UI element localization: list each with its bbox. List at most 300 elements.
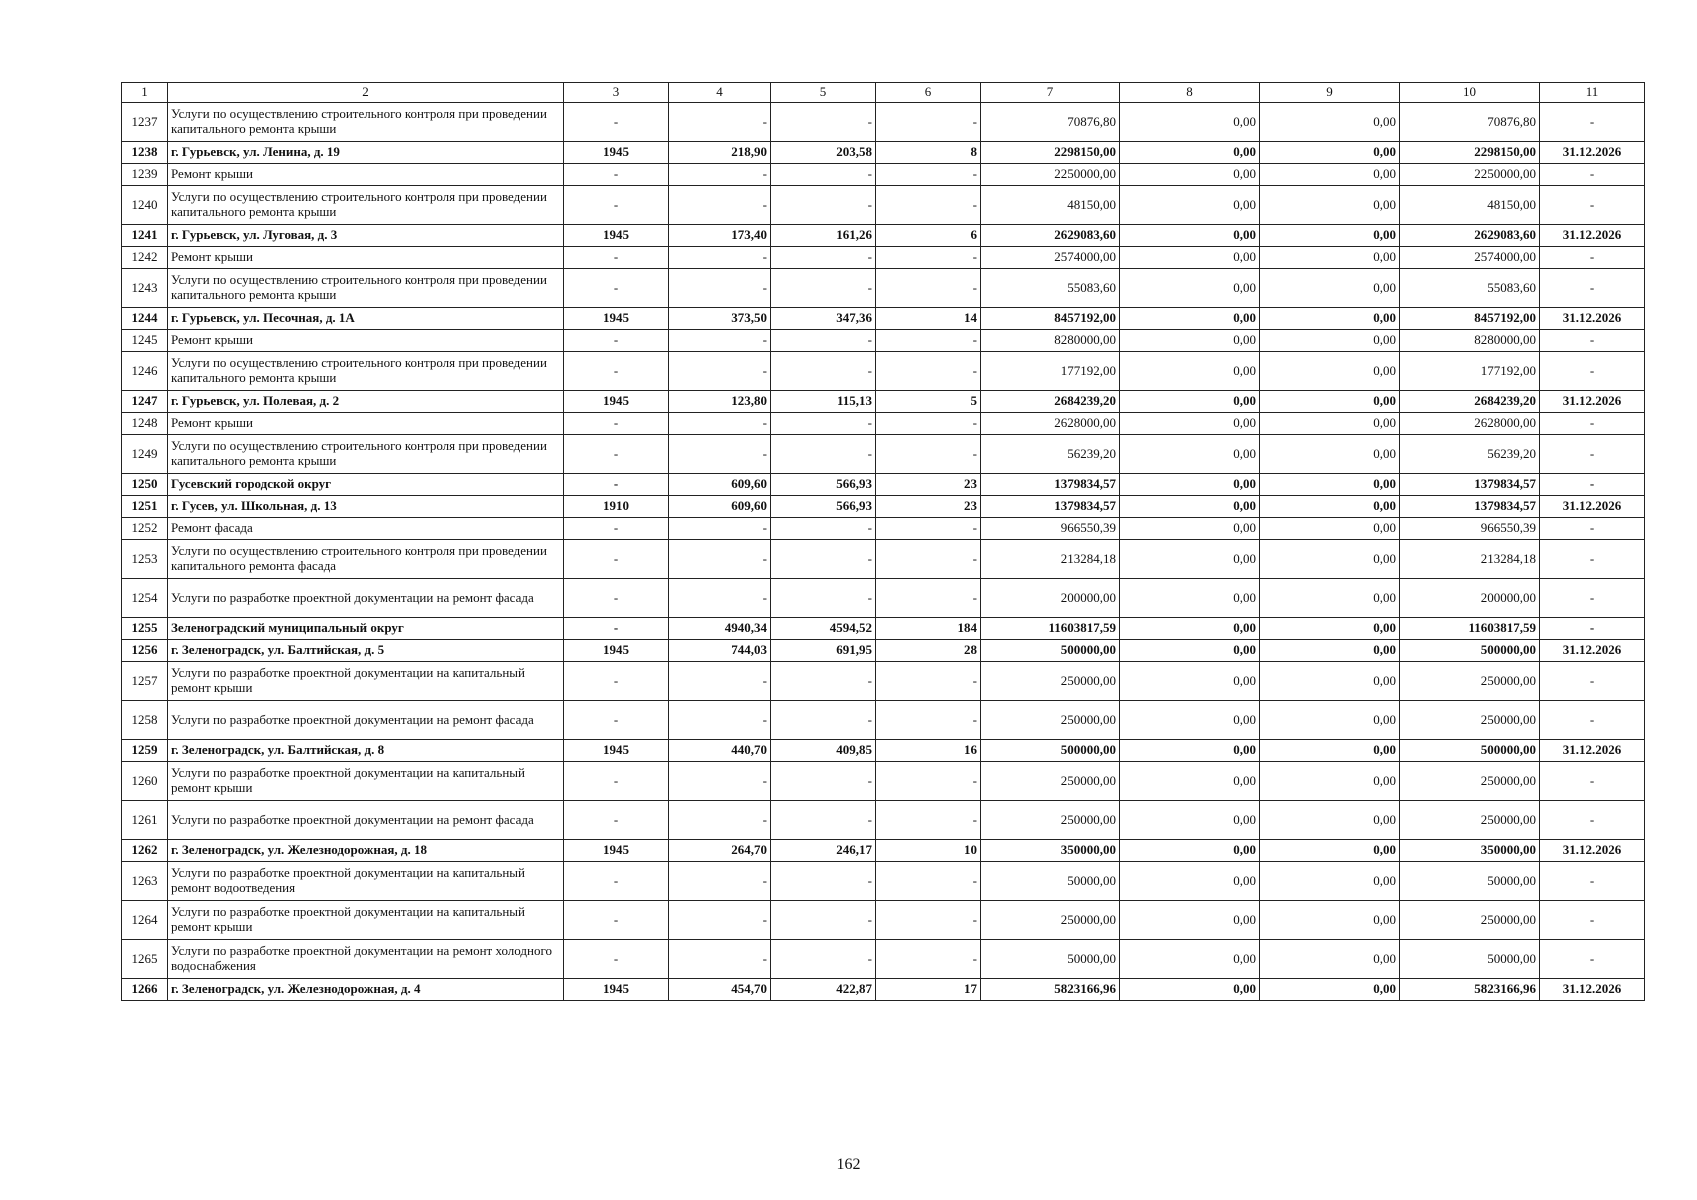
- row-federal-funds: 0,00: [1120, 496, 1260, 518]
- row-area-total: -: [669, 801, 771, 840]
- row-owner-funds: 350000,00: [1400, 840, 1540, 862]
- row-area-living: -: [771, 762, 876, 801]
- row-residents: 10: [876, 840, 981, 862]
- row-total-cost: 250000,00: [981, 762, 1120, 801]
- row-regional-funds: 0,00: [1260, 352, 1400, 391]
- row-area-total: 373,50: [669, 308, 771, 330]
- table-row: [122, 308, 1645, 330]
- table-row: [122, 330, 1645, 352]
- row-area-living: -: [771, 940, 876, 979]
- column-header: 2: [168, 83, 564, 103]
- row-residents: -: [876, 540, 981, 579]
- row-owner-funds: 200000,00: [1400, 579, 1540, 618]
- row-residents: 23: [876, 474, 981, 496]
- row-area-total: 264,70: [669, 840, 771, 862]
- row-name: г. Зеленоградск, ул. Балтийская, д. 8: [168, 740, 564, 762]
- row-number: 1264: [122, 901, 168, 940]
- row-deadline: 31.12.2026: [1540, 308, 1645, 330]
- row-area-living: -: [771, 435, 876, 474]
- row-number: 1243: [122, 269, 168, 308]
- row-owner-funds: 966550,39: [1400, 518, 1540, 540]
- row-number: 1238: [122, 142, 168, 164]
- row-total-cost: 5823166,96: [981, 979, 1120, 1001]
- row-deadline: -: [1540, 540, 1645, 579]
- row-area-living: -: [771, 103, 876, 142]
- row-number: 1241: [122, 225, 168, 247]
- row-name: Услуги по разработке проектной документации на капитальный ремонт водоотведения: [168, 862, 564, 901]
- row-area-living: 422,87: [771, 979, 876, 1001]
- row-owner-funds: 250000,00: [1400, 662, 1540, 701]
- row-number: 1250: [122, 474, 168, 496]
- column-header: 10: [1400, 83, 1540, 103]
- row-owner-funds: 2628000,00: [1400, 413, 1540, 435]
- column-header: 4: [669, 83, 771, 103]
- row-deadline: -: [1540, 186, 1645, 225]
- column-header: 7: [981, 83, 1120, 103]
- row-total-cost: 500000,00: [981, 740, 1120, 762]
- row-owner-funds: 8280000,00: [1400, 330, 1540, 352]
- table-row: [122, 701, 1645, 740]
- row-federal-funds: 0,00: [1120, 740, 1260, 762]
- row-deadline: -: [1540, 862, 1645, 901]
- row-deadline: 31.12.2026: [1540, 142, 1645, 164]
- row-area-total: -: [669, 762, 771, 801]
- row-number: 1259: [122, 740, 168, 762]
- row-year: 1945: [564, 740, 669, 762]
- row-area-living: 4594,52: [771, 618, 876, 640]
- row-area-total: -: [669, 901, 771, 940]
- table-row: [122, 801, 1645, 840]
- row-deadline: -: [1540, 474, 1645, 496]
- row-year: -: [564, 352, 669, 391]
- row-total-cost: 2574000,00: [981, 247, 1120, 269]
- row-residents: 28: [876, 640, 981, 662]
- row-name: Услуги по разработке проектной документации на ремонт фасада: [168, 801, 564, 840]
- row-area-living: -: [771, 330, 876, 352]
- row-number: 1247: [122, 391, 168, 413]
- row-deadline: -: [1540, 330, 1645, 352]
- row-residents: -: [876, 435, 981, 474]
- row-deadline: -: [1540, 762, 1645, 801]
- row-regional-funds: 0,00: [1260, 801, 1400, 840]
- row-number: 1266: [122, 979, 168, 1001]
- row-total-cost: 56239,20: [981, 435, 1120, 474]
- row-total-cost: 8280000,00: [981, 330, 1120, 352]
- row-name: г. Гурьевск, ул. Ленина, д. 19: [168, 142, 564, 164]
- row-deadline: -: [1540, 352, 1645, 391]
- row-name: Услуги по осуществлению строительного контроля при проведении капитального ремонта крыши: [168, 103, 564, 142]
- row-number: 1255: [122, 618, 168, 640]
- row-area-total: 609,60: [669, 474, 771, 496]
- row-deadline: 31.12.2026: [1540, 391, 1645, 413]
- row-year: -: [564, 862, 669, 901]
- row-deadline: -: [1540, 164, 1645, 186]
- column-header: 11: [1540, 83, 1645, 103]
- row-area-living: -: [771, 352, 876, 391]
- table-row: [122, 391, 1645, 413]
- row-name: г. Гусев, ул. Школьная, д. 13: [168, 496, 564, 518]
- row-federal-funds: 0,00: [1120, 247, 1260, 269]
- row-regional-funds: 0,00: [1260, 740, 1400, 762]
- row-owner-funds: 250000,00: [1400, 701, 1540, 740]
- table-row: [122, 103, 1645, 142]
- row-area-living: -: [771, 662, 876, 701]
- column-header: 8: [1120, 83, 1260, 103]
- row-area-total: -: [669, 540, 771, 579]
- row-number: 1240: [122, 186, 168, 225]
- row-total-cost: 500000,00: [981, 640, 1120, 662]
- row-name: Услуги по осуществлению строительного контроля при проведении капитального ремонта крыши: [168, 435, 564, 474]
- row-federal-funds: 0,00: [1120, 618, 1260, 640]
- row-federal-funds: 0,00: [1120, 103, 1260, 142]
- row-area-total: -: [669, 940, 771, 979]
- row-name: г. Гурьевск, ул. Песочная, д. 1А: [168, 308, 564, 330]
- row-federal-funds: 0,00: [1120, 352, 1260, 391]
- row-residents: -: [876, 103, 981, 142]
- row-regional-funds: 0,00: [1260, 540, 1400, 579]
- row-year: -: [564, 186, 669, 225]
- row-name: Зеленоградский муниципальный округ: [168, 618, 564, 640]
- row-name: Услуги по разработке проектной документации на капитальный ремонт крыши: [168, 662, 564, 701]
- row-year: -: [564, 164, 669, 186]
- row-regional-funds: 0,00: [1260, 247, 1400, 269]
- row-area-total: -: [669, 164, 771, 186]
- row-federal-funds: 0,00: [1120, 901, 1260, 940]
- row-residents: -: [876, 662, 981, 701]
- row-number: 1258: [122, 701, 168, 740]
- row-deadline: 31.12.2026: [1540, 840, 1645, 862]
- row-number: 1257: [122, 662, 168, 701]
- row-owner-funds: 250000,00: [1400, 762, 1540, 801]
- table-row: [122, 186, 1645, 225]
- row-owner-funds: 55083,60: [1400, 269, 1540, 308]
- row-owner-funds: 213284,18: [1400, 540, 1540, 579]
- row-total-cost: 1379834,57: [981, 474, 1120, 496]
- row-name: Ремонт фасада: [168, 518, 564, 540]
- row-total-cost: 8457192,00: [981, 308, 1120, 330]
- row-regional-funds: 0,00: [1260, 474, 1400, 496]
- row-year: -: [564, 762, 669, 801]
- column-header: 9: [1260, 83, 1400, 103]
- row-name: Ремонт крыши: [168, 413, 564, 435]
- row-owner-funds: 1379834,57: [1400, 474, 1540, 496]
- row-name: Услуги по осуществлению строительного контроля при проведении капитального ремонта крыши: [168, 352, 564, 391]
- row-year: -: [564, 474, 669, 496]
- row-name: Ремонт крыши: [168, 164, 564, 186]
- row-owner-funds: 177192,00: [1400, 352, 1540, 391]
- row-residents: 23: [876, 496, 981, 518]
- row-name: г. Гурьевск, ул. Полевая, д. 2: [168, 391, 564, 413]
- row-owner-funds: 250000,00: [1400, 801, 1540, 840]
- row-regional-funds: 0,00: [1260, 662, 1400, 701]
- row-area-total: 440,70: [669, 740, 771, 762]
- row-total-cost: 177192,00: [981, 352, 1120, 391]
- row-deadline: -: [1540, 901, 1645, 940]
- row-deadline: 31.12.2026: [1540, 979, 1645, 1001]
- row-area-living: 566,93: [771, 474, 876, 496]
- row-deadline: 31.12.2026: [1540, 225, 1645, 247]
- row-area-living: -: [771, 579, 876, 618]
- row-deadline: -: [1540, 435, 1645, 474]
- row-federal-funds: 0,00: [1120, 413, 1260, 435]
- header-row: [122, 83, 1645, 103]
- row-federal-funds: 0,00: [1120, 862, 1260, 901]
- row-number: 1254: [122, 579, 168, 618]
- row-residents: 6: [876, 225, 981, 247]
- row-number: 1251: [122, 496, 168, 518]
- row-area-total: 744,03: [669, 640, 771, 662]
- table-row: [122, 662, 1645, 701]
- row-residents: 14: [876, 308, 981, 330]
- row-area-total: -: [669, 701, 771, 740]
- table-row: [122, 247, 1645, 269]
- row-federal-funds: 0,00: [1120, 435, 1260, 474]
- row-regional-funds: 0,00: [1260, 862, 1400, 901]
- table-row: [122, 979, 1645, 1001]
- row-federal-funds: 0,00: [1120, 474, 1260, 496]
- row-area-total: -: [669, 435, 771, 474]
- row-residents: -: [876, 940, 981, 979]
- row-residents: -: [876, 413, 981, 435]
- row-area-total: 218,90: [669, 142, 771, 164]
- row-deadline: -: [1540, 662, 1645, 701]
- row-year: -: [564, 940, 669, 979]
- row-deadline: -: [1540, 247, 1645, 269]
- row-area-living: 566,93: [771, 496, 876, 518]
- row-name: Услуги по разработке проектной документации на капитальный ремонт крыши: [168, 901, 564, 940]
- row-regional-funds: 0,00: [1260, 979, 1400, 1001]
- table-row: [122, 840, 1645, 862]
- row-area-living: -: [771, 801, 876, 840]
- row-area-living: -: [771, 518, 876, 540]
- row-deadline: -: [1540, 103, 1645, 142]
- row-number: 1245: [122, 330, 168, 352]
- row-area-total: 609,60: [669, 496, 771, 518]
- row-residents: 5: [876, 391, 981, 413]
- row-federal-funds: 0,00: [1120, 662, 1260, 701]
- table-row: [122, 762, 1645, 801]
- row-federal-funds: 0,00: [1120, 308, 1260, 330]
- row-name: Гусевский городской округ: [168, 474, 564, 496]
- row-name: г. Зеленоградск, ул. Железнодорожная, д. 4: [168, 979, 564, 1001]
- table-row: [122, 901, 1645, 940]
- row-total-cost: 250000,00: [981, 801, 1120, 840]
- row-federal-funds: 0,00: [1120, 701, 1260, 740]
- row-year: -: [564, 618, 669, 640]
- budget-table: [121, 82, 1645, 1001]
- row-residents: 16: [876, 740, 981, 762]
- row-area-living: 203,58: [771, 142, 876, 164]
- row-federal-funds: 0,00: [1120, 540, 1260, 579]
- row-area-living: 115,13: [771, 391, 876, 413]
- row-area-living: 246,17: [771, 840, 876, 862]
- row-federal-funds: 0,00: [1120, 269, 1260, 308]
- row-number: 1248: [122, 413, 168, 435]
- row-federal-funds: 0,00: [1120, 801, 1260, 840]
- row-area-living: -: [771, 269, 876, 308]
- row-regional-funds: 0,00: [1260, 618, 1400, 640]
- table-row: [122, 640, 1645, 662]
- row-area-living: -: [771, 901, 876, 940]
- row-total-cost: 50000,00: [981, 862, 1120, 901]
- table-row: [122, 225, 1645, 247]
- row-owner-funds: 48150,00: [1400, 186, 1540, 225]
- row-residents: -: [876, 518, 981, 540]
- row-deadline: -: [1540, 701, 1645, 740]
- row-area-total: -: [669, 413, 771, 435]
- row-total-cost: 70876,80: [981, 103, 1120, 142]
- row-deadline: 31.12.2026: [1540, 640, 1645, 662]
- row-number: 1249: [122, 435, 168, 474]
- row-area-living: 409,85: [771, 740, 876, 762]
- table-row: [122, 618, 1645, 640]
- row-number: 1246: [122, 352, 168, 391]
- row-year: 1945: [564, 225, 669, 247]
- row-owner-funds: 2629083,60: [1400, 225, 1540, 247]
- table-row: [122, 579, 1645, 618]
- row-year: -: [564, 579, 669, 618]
- row-residents: -: [876, 164, 981, 186]
- row-year: -: [564, 247, 669, 269]
- row-regional-funds: 0,00: [1260, 142, 1400, 164]
- table-row: [122, 142, 1645, 164]
- row-regional-funds: 0,00: [1260, 496, 1400, 518]
- row-federal-funds: 0,00: [1120, 940, 1260, 979]
- row-number: 1261: [122, 801, 168, 840]
- column-header: 3: [564, 83, 669, 103]
- row-year: 1945: [564, 840, 669, 862]
- row-total-cost: 2250000,00: [981, 164, 1120, 186]
- row-area-living: -: [771, 540, 876, 579]
- row-number: 1242: [122, 247, 168, 269]
- row-name: Услуги по разработке проектной документации на ремонт фасада: [168, 701, 564, 740]
- row-name: Услуги по разработке проектной документации на ремонт холодного водоснабжения: [168, 940, 564, 979]
- row-regional-funds: 0,00: [1260, 940, 1400, 979]
- row-year: -: [564, 701, 669, 740]
- row-year: 1945: [564, 142, 669, 164]
- row-year: -: [564, 801, 669, 840]
- row-year: -: [564, 103, 669, 142]
- row-federal-funds: 0,00: [1120, 762, 1260, 801]
- row-total-cost: 250000,00: [981, 662, 1120, 701]
- row-total-cost: 250000,00: [981, 701, 1120, 740]
- row-residents: -: [876, 901, 981, 940]
- row-year: -: [564, 662, 669, 701]
- row-residents: -: [876, 352, 981, 391]
- row-year: -: [564, 901, 669, 940]
- row-deadline: -: [1540, 618, 1645, 640]
- row-regional-funds: 0,00: [1260, 413, 1400, 435]
- row-area-living: 161,26: [771, 225, 876, 247]
- row-number: 1265: [122, 940, 168, 979]
- table-row: [122, 862, 1645, 901]
- row-total-cost: 50000,00: [981, 940, 1120, 979]
- row-owner-funds: 1379834,57: [1400, 496, 1540, 518]
- table-row: [122, 413, 1645, 435]
- row-owner-funds: 500000,00: [1400, 740, 1540, 762]
- row-area-total: 173,40: [669, 225, 771, 247]
- row-area-living: -: [771, 247, 876, 269]
- row-name: Услуги по разработке проектной документации на капитальный ремонт крыши: [168, 762, 564, 801]
- row-name: Ремонт крыши: [168, 330, 564, 352]
- row-regional-funds: 0,00: [1260, 330, 1400, 352]
- row-owner-funds: 8457192,00: [1400, 308, 1540, 330]
- row-federal-funds: 0,00: [1120, 391, 1260, 413]
- page-number: 162: [836, 1156, 861, 1173]
- row-residents: 184: [876, 618, 981, 640]
- row-federal-funds: 0,00: [1120, 579, 1260, 618]
- row-area-total: -: [669, 518, 771, 540]
- row-regional-funds: 0,00: [1260, 186, 1400, 225]
- row-number: 1256: [122, 640, 168, 662]
- row-federal-funds: 0,00: [1120, 979, 1260, 1001]
- row-regional-funds: 0,00: [1260, 225, 1400, 247]
- row-regional-funds: 0,00: [1260, 103, 1400, 142]
- row-area-total: -: [669, 330, 771, 352]
- row-regional-funds: 0,00: [1260, 840, 1400, 862]
- row-number: 1252: [122, 518, 168, 540]
- row-area-total: 4940,34: [669, 618, 771, 640]
- table-row: [122, 269, 1645, 308]
- row-total-cost: 250000,00: [981, 901, 1120, 940]
- row-deadline: -: [1540, 518, 1645, 540]
- row-residents: -: [876, 269, 981, 308]
- row-residents: -: [876, 801, 981, 840]
- row-name: Услуги по осуществлению строительного контроля при проведении капитального ремонта крыши: [168, 269, 564, 308]
- row-area-living: 347,36: [771, 308, 876, 330]
- row-owner-funds: 2684239,20: [1400, 391, 1540, 413]
- column-header: 6: [876, 83, 981, 103]
- row-name: Услуги по разработке проектной документации на ремонт фасада: [168, 579, 564, 618]
- table-row: [122, 435, 1645, 474]
- row-area-total: -: [669, 269, 771, 308]
- row-federal-funds: 0,00: [1120, 640, 1260, 662]
- row-residents: -: [876, 579, 981, 618]
- row-regional-funds: 0,00: [1260, 269, 1400, 308]
- row-federal-funds: 0,00: [1120, 225, 1260, 247]
- row-regional-funds: 0,00: [1260, 701, 1400, 740]
- column-header: 1: [122, 83, 168, 103]
- row-federal-funds: 0,00: [1120, 518, 1260, 540]
- row-area-living: -: [771, 413, 876, 435]
- row-year: -: [564, 435, 669, 474]
- row-owner-funds: 2574000,00: [1400, 247, 1540, 269]
- row-number: 1239: [122, 164, 168, 186]
- row-deadline: -: [1540, 579, 1645, 618]
- row-owner-funds: 2298150,00: [1400, 142, 1540, 164]
- table-row: [122, 740, 1645, 762]
- row-area-total: 454,70: [669, 979, 771, 1001]
- row-regional-funds: 0,00: [1260, 308, 1400, 330]
- row-name: г. Гурьевск, ул. Луговая, д. 3: [168, 225, 564, 247]
- row-deadline: 31.12.2026: [1540, 740, 1645, 762]
- row-owner-funds: 5823166,96: [1400, 979, 1540, 1001]
- row-total-cost: 2684239,20: [981, 391, 1120, 413]
- row-residents: -: [876, 247, 981, 269]
- row-name: г. Зеленоградск, ул. Железнодорожная, д. 18: [168, 840, 564, 862]
- row-area-living: -: [771, 164, 876, 186]
- row-federal-funds: 0,00: [1120, 840, 1260, 862]
- column-header: 5: [771, 83, 876, 103]
- row-total-cost: 1379834,57: [981, 496, 1120, 518]
- row-regional-funds: 0,00: [1260, 164, 1400, 186]
- row-owner-funds: 50000,00: [1400, 940, 1540, 979]
- row-deadline: -: [1540, 413, 1645, 435]
- row-area-living: -: [771, 186, 876, 225]
- row-year: 1945: [564, 979, 669, 1001]
- row-owner-funds: 11603817,59: [1400, 618, 1540, 640]
- row-number: 1244: [122, 308, 168, 330]
